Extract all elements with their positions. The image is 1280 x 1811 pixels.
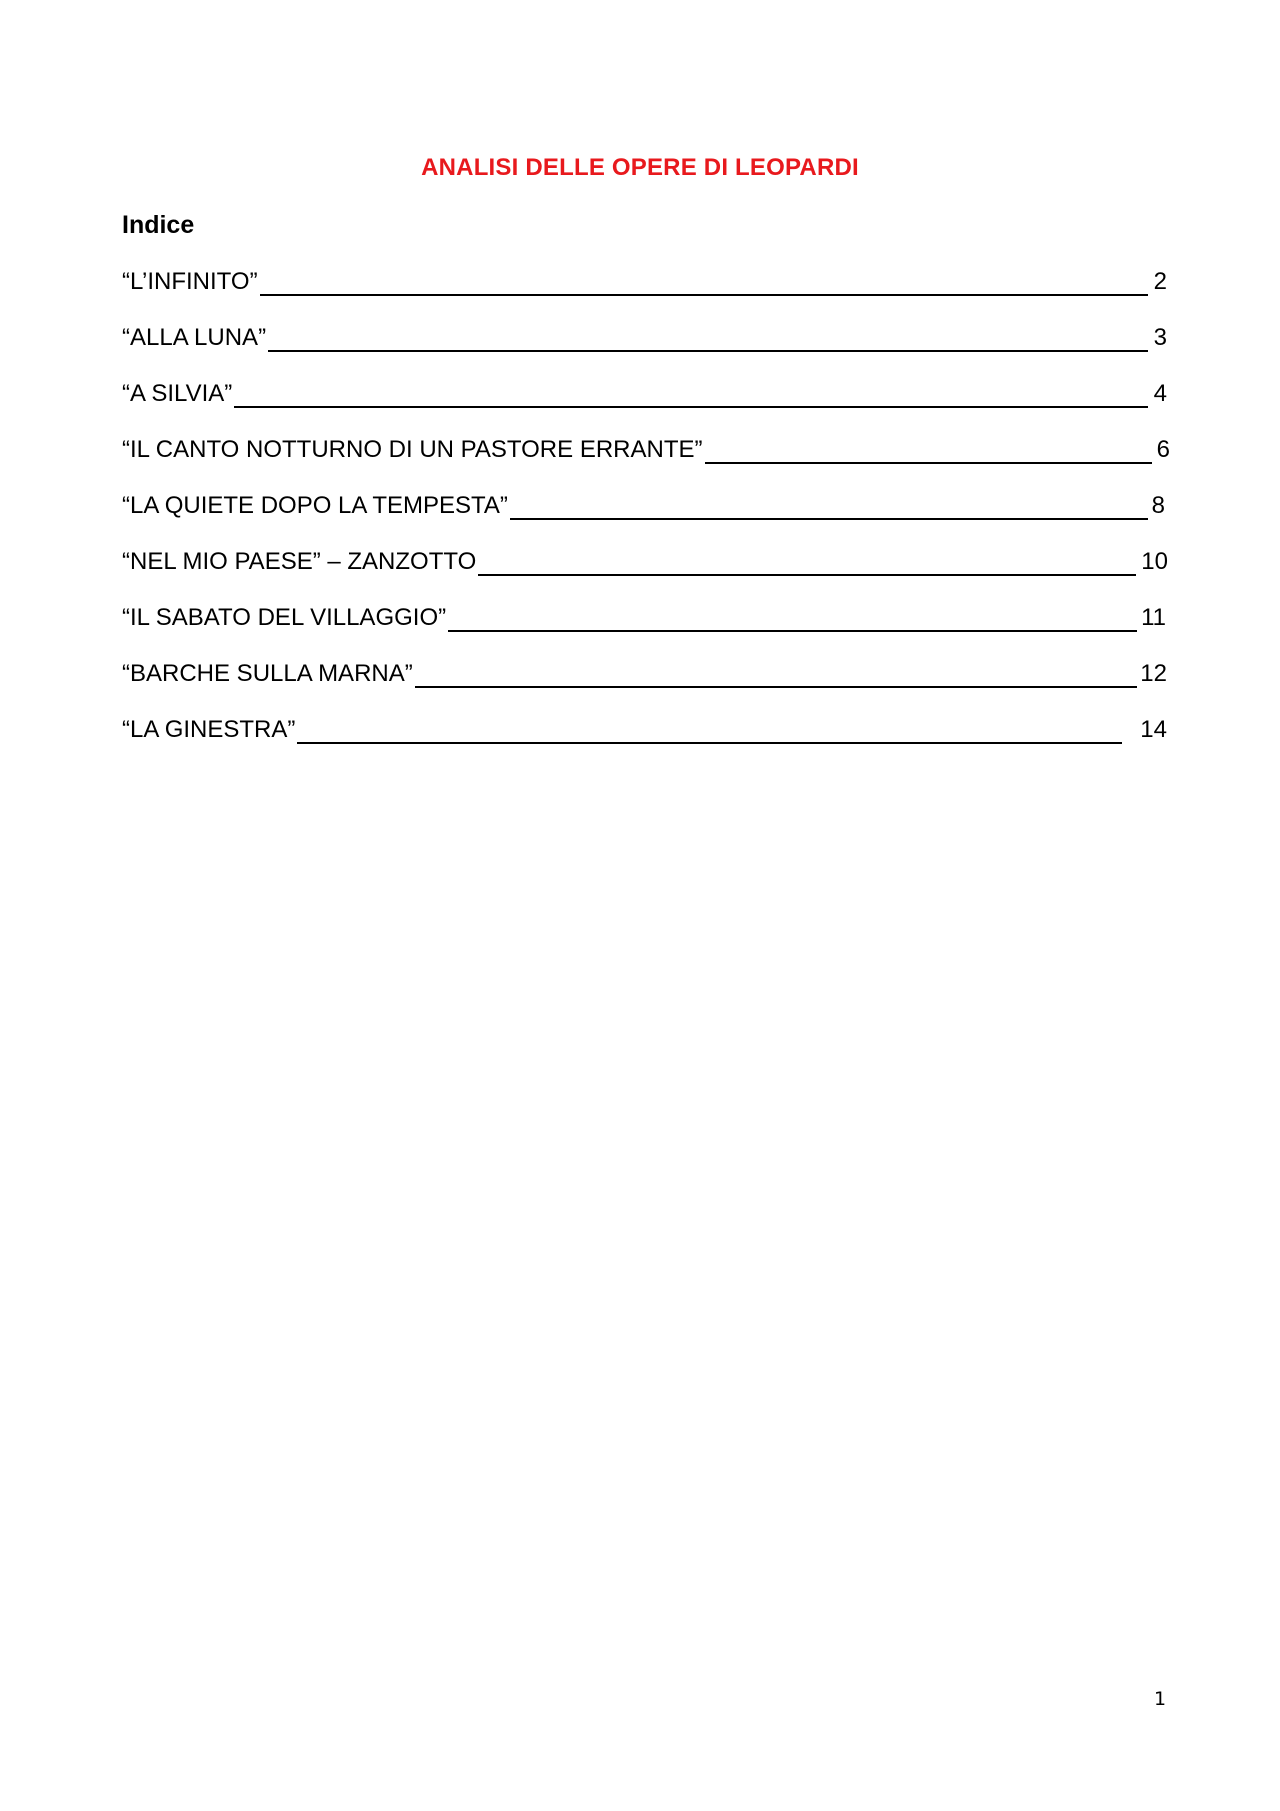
toc-entry-page: 3 [1153,324,1167,351]
toc-entry-page: 2 [1153,268,1167,295]
toc-leader-line [705,462,1152,464]
toc-entry-page: 6 [1156,436,1170,463]
toc-leader-line [297,742,1122,744]
toc-entry[interactable] [122,604,1172,660]
index-heading: Indice [122,211,195,239]
table-of-contents [122,268,1172,772]
toc-leader-line [478,574,1136,576]
toc-entry[interactable] [122,268,1172,324]
toc-entry[interactable] [122,716,1172,772]
toc-entry-page: 14 [1140,716,1167,743]
toc-leader-line [268,350,1148,352]
toc-entry-title: “IL SABATO DEL VILLAGGIO” [122,604,447,631]
toc-entry[interactable] [122,436,1172,492]
page-number: 1 [1153,1688,1167,1710]
toc-leader-line [260,294,1148,296]
toc-leader-line [415,686,1137,688]
toc-entry-page: 4 [1153,380,1167,407]
toc-entry-title: “NEL MIO PAESE” – ZANZOTTO [122,548,477,575]
toc-entry-page: 12 [1140,660,1167,687]
toc-entry[interactable] [122,492,1172,548]
toc-entry[interactable] [122,548,1172,604]
toc-entry-title: “ALLA LUNA” [122,324,267,351]
toc-entry-title: “LA QUIETE DOPO LA TEMPESTA” [122,492,508,519]
toc-entry-title: “LA GINESTRA” [122,716,296,743]
toc-leader-line [448,630,1137,632]
toc-entry[interactable] [122,380,1172,436]
toc-entry-title: “A SILVIA” [122,380,233,407]
toc-entry-page: 10 [1141,548,1168,575]
toc-entry-title: “BARCHE SULLA MARNA” [122,660,413,687]
toc-entry[interactable] [122,324,1172,380]
toc-entry-page: 11 [1141,604,1166,631]
toc-leader-line [234,406,1148,408]
toc-leader-line [510,518,1148,520]
toc-entry-page: 8 [1151,492,1165,519]
document-title: ANALISI DELLE OPERE DI LEOPARDI [421,154,859,181]
toc-entry-title: “L’INFINITO” [122,268,258,295]
toc-entry[interactable] [122,660,1172,716]
toc-entry-title: “IL CANTO NOTTURNO DI UN PASTORE ERRANTE” [122,436,703,463]
